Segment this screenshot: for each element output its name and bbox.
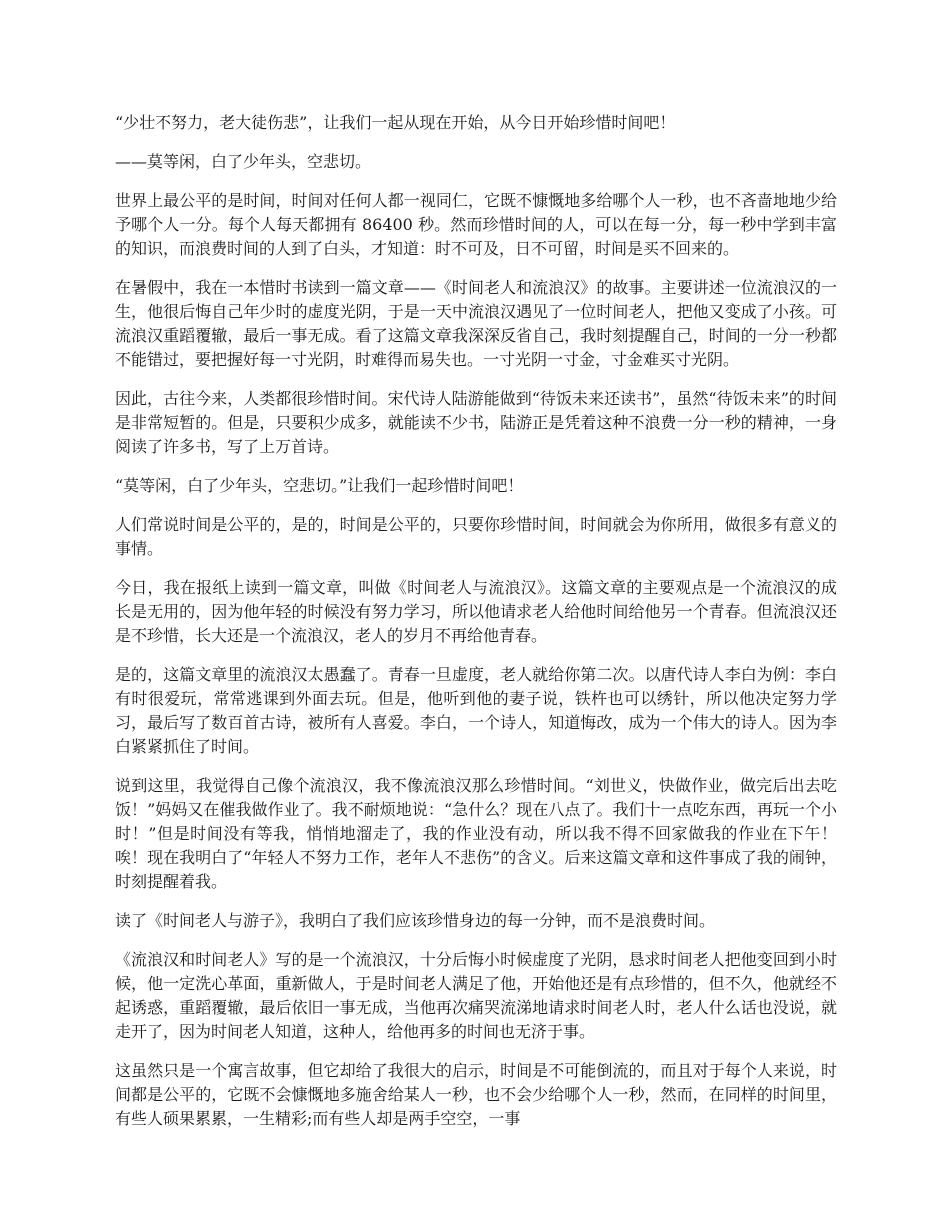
paragraph-reflection: 读了《时间老人与游子》，我明白了我们应该珍惜身边的每一分钟，而不是浪费时间。 (115, 911, 716, 930)
paragraph-personal-story: 说到这里，我觉得自己像个流浪汉，我不像流浪汉那么珍惜时间。“刘世义，快做作业，做完后出去吃饭！”妈妈又在催我做作业了。我不耐烦地说：“急什么？现在八点了。我们十一点吃东西，再玩一个小时！”但是时间没有等我，悄悄地溜走了，我的作业没有动，所以我不得不回家做我的作业在下午！唉！现在我明白了“年轻人不努力工作，老年人不悲伤”的含义。后来这篇文章和这件事成了我的闹钟，时刻提醒着我。 (115, 776, 837, 891)
paragraph-quote-intro: “少壮不努力，老大徒伤悲”，让我们一起从现在开始，从今日开始珍惜时间吧！ (115, 113, 676, 132)
paragraph-lu-you: 因此，古往今来，人类都很珍惜时间。宋代诗人陆游能做到“待饭未来还读书”，虽然“待饭未来”的时间是非常短暂的。但是，只要积少成多，就能读不少书，陆游正是凭着这种不浪费一分一秒的精神，一身阅读了许多书，写了上万首诗。 (115, 389, 837, 456)
paragraph-time-fairness: 世界上最公平的是时间，时间对任何人都一视同仁，它既不慷慨地多给哪个人一秒，也不吝啬地地少给予哪个人一分。每个人每天都拥有 86400 秒。然而珍惜时间的人，可以在每一分，每一秒中学到丰富的知识，而浪费时间的人到了白头，才知道：时不可及，日不可留，时间是买不回来的。 (115, 191, 837, 258)
paragraph-summer-reading: 在暑假中，我在一本惜时书读到一篇文章——《时间老人和流浪汉》的故事。主要讲述一位流浪汉的一生，他很后悔自己年少时的虚度光阴，于是一天中流浪汉遇见了一位时间老人，把他又变成了小孩。可流浪汉重蹈覆辙，最后一事无成。看了这篇文章我深深反省自己，我时刻提醒自己，时间的一分一秒都不能错过，要把握好每一寸光阴，时难得而易失也。一寸光阴一寸金，寸金难买寸光阴。 (115, 278, 837, 369)
paragraph-li-bai: 是的，这篇文章里的流浪汉太愚蠢了。青春一旦虚度，老人就给你第二次。以唐代诗人李白为例：李白有时很爱玩，常常逃课到外面去玩。但是，他听到他的妻子说，铁杵也可以绣针，所以他决定努力学习，最后写了数百首古诗，被所有人喜爱。李白，一个诗人，知道悔改，成为一个伟大的诗人。因为李白紧紧抓住了时间。 (115, 665, 837, 756)
document-body (115, 111, 837, 1146)
paragraph-fable-lesson: 这虽然只是一个寓言故事，但它却给了我很大的启示，时间是不可能倒流的，而且对于每个人来说，时间都是公平的，它既不会慷慨地多施舍给某人一秒，也不会少给哪个人一秒，然而，在同样的时间里，有些人硕果累累，一生精彩;而有些人却是两手空空，一事 (115, 1061, 837, 1128)
paragraph-story-summary: 《流浪汉和时间老人》写的是一个流浪汉，十分后悔小时候虚度了光阴，恳求时间老人把他变回到小时候，他一定洗心革面，重新做人，于是时间老人满足了他，开始他还是有点珍惜的，但不久，他就经不起诱惑，重蹈覆辙，最后依旧一事无成，当他再次痛哭流涕地请求时间老人时，老人什么话也没说，就走开了，因为时间老人知道，这种人，给他再多的时间也无济于事。 (115, 950, 837, 1041)
paragraph-poem-callback: “莫等闲，白了少年头，空悲切。”让我们一起珍惜时间吧！ (115, 476, 524, 495)
paragraph-time-is-fair: 人们常说时间是公平的，是的，时间是公平的，只要你珍惜时间，时间就会为你所用，做很多有意义的事情。 (115, 515, 837, 558)
paragraph-poem-line: ——莫等闲，白了少年头，空悲切。 (115, 152, 372, 171)
paragraph-newspaper-article: 今日，我在报纸上读到一篇文章，叫做《时间老人与流浪汉》。这篇文章的主要观点是一个流浪汉的成长是无用的，因为他年轻的时候没有努力学习，所以他请求老人给他时间给他另一个青春。但流浪汉还是不珍惜，长大还是一个流浪汉，老人的岁月不再给他青春。 (115, 578, 837, 645)
